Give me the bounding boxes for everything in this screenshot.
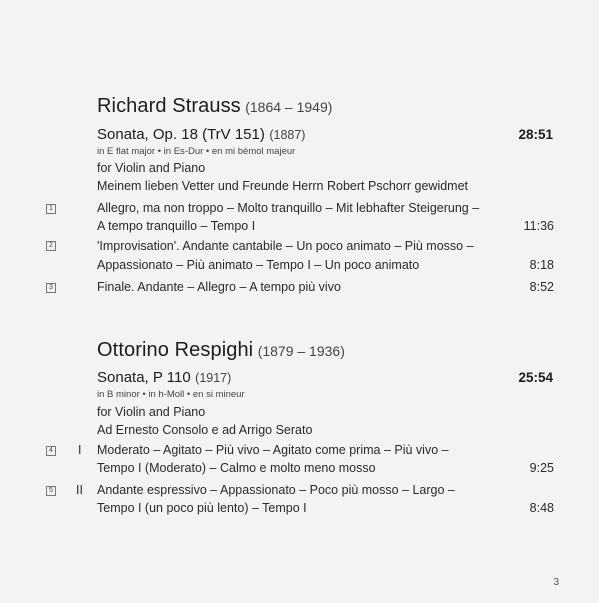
work-year: (1917) (195, 371, 232, 385)
work-dedication: Ad Ernesto Consolo e ad Arrigo Serato (97, 423, 313, 437)
work-title: Sonata, P 110 (97, 369, 191, 386)
track-number-box: 1 (46, 204, 56, 214)
work-title-line (97, 126, 305, 144)
track-duration: 11:36 (523, 219, 554, 233)
track-title-line: Finale. Andante – Allegro – A tempo più vivo (97, 280, 341, 294)
composer-name: Richard Strauss (97, 95, 241, 117)
track-number-box: 3 (46, 283, 56, 293)
track-number-box: 5 (46, 486, 56, 496)
work-title: Sonata, Op. 18 (TrV 151) (97, 126, 265, 143)
work-key: in B minor • in h-Moll • en si mineur (97, 389, 245, 400)
work-key: in E flat major • in Es-Dur • en mi bémol majeur (97, 146, 296, 157)
composer-dates: (1864 – 1949) (245, 99, 333, 115)
track-duration: 8:52 (529, 280, 554, 294)
composer-heading (97, 339, 345, 362)
composer-heading (97, 95, 332, 118)
movement-numeral: II (76, 483, 83, 497)
work-title-line (97, 369, 231, 387)
track-title-line: Tempo I (un poco più lento) – Tempo I (97, 501, 307, 515)
work-instrumentation: for Violin and Piano (97, 405, 206, 419)
track-title-line: Appassionato – Più animato – Tempo I – Un poco animato (97, 258, 420, 272)
page-number: 3 (553, 577, 559, 588)
composer-name: Ottorino Respighi (97, 339, 254, 361)
track-title-line: 'Improvisation'. Andante cantabile – Un poco animato – Più mosso – (97, 239, 474, 253)
track-number-box: 2 (46, 241, 56, 251)
work-dedication: Meinem lieben Vetter und Freunde Herrn Robert Pschorr gewidmet (97, 179, 469, 193)
movement-numeral: I (78, 443, 82, 457)
track-title-line: Andante espressivo – Appassionato – Poco più mosso – Largo – (97, 483, 455, 497)
work-instrumentation: for Violin and Piano (97, 161, 206, 175)
track-title-line: Tempo I (Moderato) – Calmo e molto meno mosso (97, 461, 376, 475)
work-total-duration: 25:54 (518, 370, 553, 385)
work-total-duration: 28:51 (518, 127, 553, 142)
composer-dates: (1879 – 1936) (257, 343, 345, 359)
work-year: (1887) (269, 128, 306, 142)
track-number-box: 4 (46, 446, 56, 456)
track-duration: 9:25 (529, 461, 554, 475)
track-duration: 8:18 (529, 258, 554, 272)
track-duration: 8:48 (529, 501, 554, 515)
track-title-line: Allegro, ma non troppo – Molto tranquillo – Mit lebhafter Steigerung – (97, 201, 480, 215)
track-title-line: A tempo tranquillo – Tempo I (97, 219, 256, 233)
track-title-line: Moderato – Agitato – Più vivo – Agitato come prima – Più vivo – (97, 443, 449, 457)
